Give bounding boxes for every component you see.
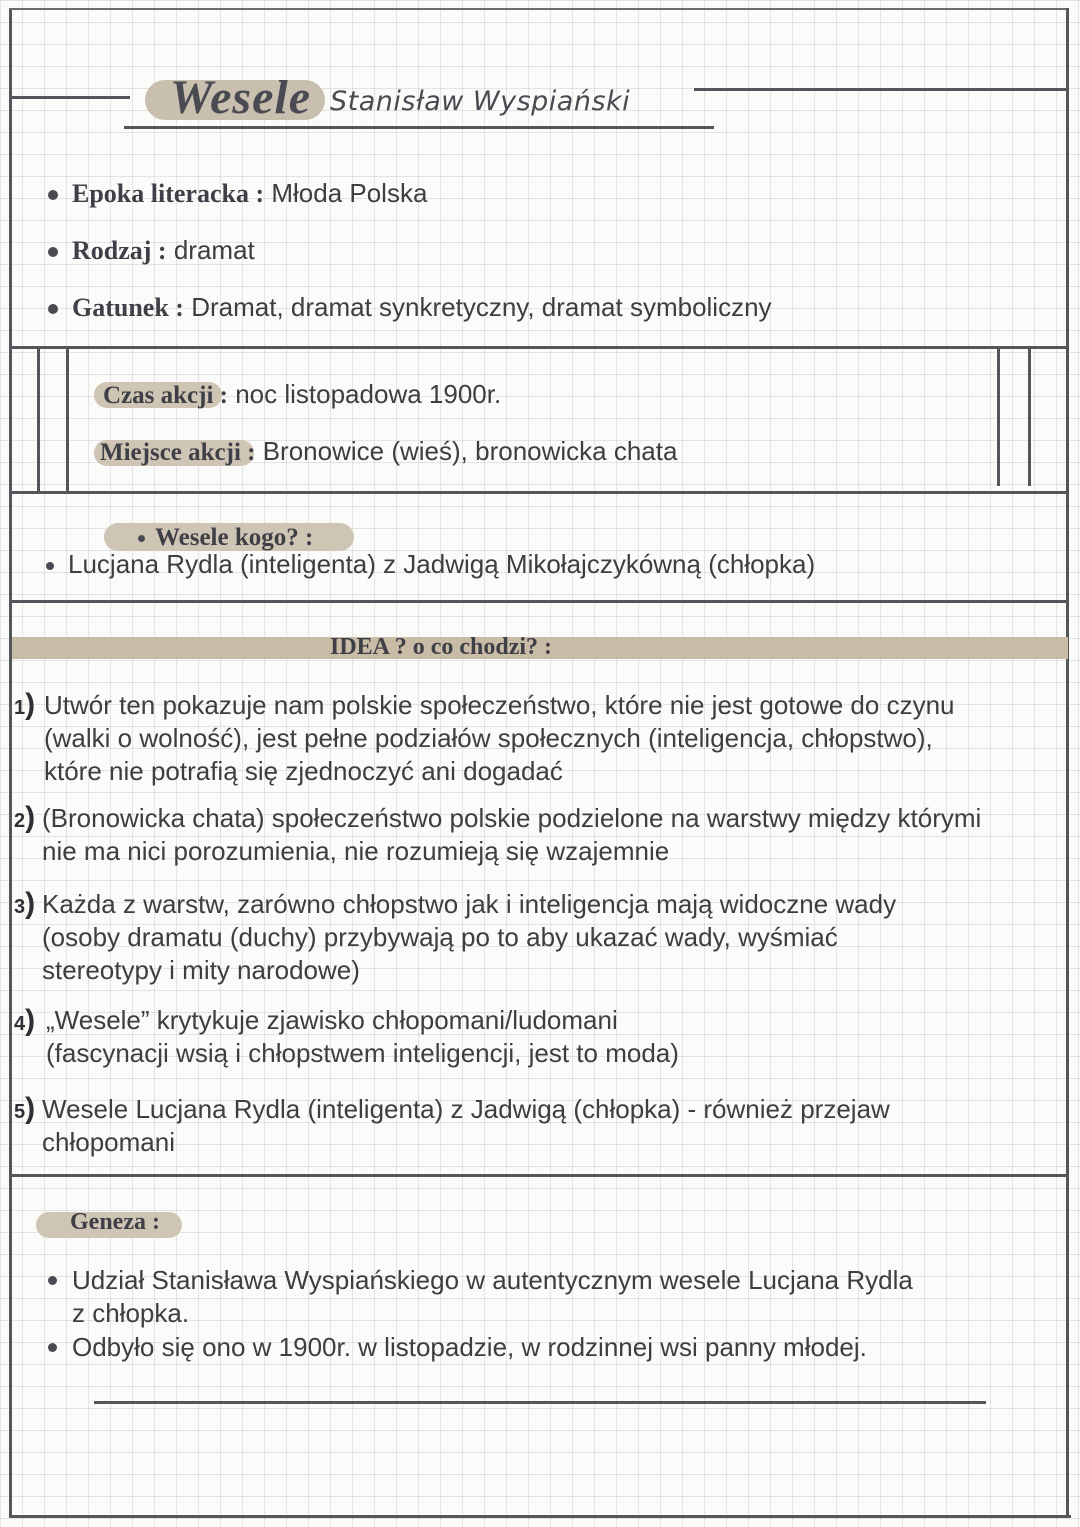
wedding-value: Lucjana Rydla (inteligenta) z Jadwigą Mikołajczykówną (chłopka) bbox=[68, 549, 816, 579]
item-5-marker: 5) bbox=[14, 1092, 36, 1125]
idea-item-line: (Bronowicka chata) społeczeństwo polskie podzielone na warstwy między którymi bbox=[42, 803, 982, 833]
genesis-label: Geneza : bbox=[70, 1209, 160, 1235]
time-label: Czas akcji : bbox=[103, 382, 228, 409]
item-2-marker: 2) bbox=[14, 801, 36, 834]
bullet-icon bbox=[46, 562, 54, 570]
bullet-icon bbox=[48, 1276, 57, 1285]
info-row-kind bbox=[48, 235, 255, 266]
genesis-line: z chłopka. bbox=[72, 1298, 190, 1328]
frame-right-line bbox=[1066, 8, 1069, 1518]
item-4-marker: 4) bbox=[14, 1004, 36, 1037]
setting-right-rule-1 bbox=[997, 346, 1000, 486]
author-name: Stanisław Wyspiański bbox=[330, 86, 631, 117]
place-value: Bronowice (wieś), bronowicka chata bbox=[262, 436, 678, 466]
idea-item-4 bbox=[46, 1004, 679, 1070]
idea-item-line: (walki o wolność), jest pełne podziałów społecznych (inteligencja, chłopstwo), bbox=[44, 723, 933, 753]
setting-left-rule-2 bbox=[66, 346, 69, 492]
wedding-bottom-rule bbox=[12, 600, 1068, 603]
idea-item-line: Każda z warstw, zarówno chłopstwo jak i inteligencja mają widoczne wady bbox=[42, 889, 897, 919]
setting-top-rule bbox=[12, 346, 1068, 349]
idea-item-line: stereotypy i mity narodowe) bbox=[42, 955, 360, 985]
info-row-genre bbox=[48, 292, 772, 323]
frame-bottom-line bbox=[9, 1515, 1071, 1518]
idea-item-line: (fascynacji wsią i chłopstwem inteligencji, jest to moda) bbox=[46, 1038, 679, 1068]
setting-time bbox=[103, 379, 501, 410]
idea-item-line: (osoby dramatu (duchy) przybywają po to aby ukazać wady, wyśmiać bbox=[42, 922, 838, 952]
bullet-icon bbox=[48, 1343, 57, 1352]
idea-item-line: chłopomani bbox=[42, 1127, 175, 1157]
title-left-rule bbox=[12, 96, 130, 99]
info-value: Młoda Polska bbox=[271, 178, 428, 208]
wedding-heading bbox=[138, 521, 313, 552]
work-title: Wesele bbox=[170, 71, 312, 124]
bullet-icon bbox=[48, 190, 58, 200]
title-underline bbox=[124, 126, 714, 129]
frame-left-line bbox=[9, 10, 12, 1518]
idea-item-2 bbox=[42, 802, 981, 868]
info-row-epoch bbox=[48, 178, 427, 209]
wedding-label: Wesele kogo? : bbox=[155, 524, 314, 551]
genesis-bullet-2 bbox=[48, 1331, 867, 1364]
genesis-line: Odbyło się ono w 1900r. w listopadzie, w rodzinnej wsi panny młodej. bbox=[72, 1332, 867, 1362]
setting-place bbox=[100, 436, 677, 467]
idea-item-line: nie ma nici porozumienia, nie rozumieją się wzajemnie bbox=[42, 836, 670, 866]
idea-heading: IDEA ? o co chodzi? : bbox=[330, 634, 552, 660]
wedding-row bbox=[46, 549, 815, 580]
item-3-marker: 3) bbox=[14, 887, 36, 920]
info-value: dramat bbox=[173, 235, 255, 265]
genesis-line: Udział Stanisława Wyspiańskiego w autentycznym wesele Lucjana Rydla bbox=[72, 1265, 913, 1295]
info-label: Rodzaj : bbox=[72, 236, 167, 265]
setting-left-rule-1 bbox=[37, 346, 40, 492]
frame-top-line bbox=[9, 8, 1069, 10]
time-value: noc listopadowa 1900r. bbox=[235, 379, 502, 409]
bullet-icon bbox=[48, 247, 58, 257]
idea-item-5 bbox=[42, 1093, 890, 1159]
setting-bottom-rule bbox=[12, 491, 1068, 494]
idea-item-1 bbox=[44, 689, 954, 788]
idea-item-line: które nie potrafią się zjednoczyć ani dogadać bbox=[44, 756, 563, 786]
place-label: Miejsce akcji : bbox=[100, 439, 256, 466]
genesis-bullet-1 bbox=[48, 1264, 913, 1330]
idea-item-3 bbox=[42, 888, 896, 987]
bullet-icon bbox=[48, 304, 58, 314]
info-label: Epoka literacka : bbox=[72, 179, 265, 208]
genesis-bottom-rule bbox=[94, 1401, 986, 1404]
item-1-marker: 1) bbox=[14, 688, 36, 721]
info-value: Dramat, dramat synkretyczny, dramat symboliczny bbox=[191, 292, 772, 322]
idea-item-line: Utwór ten pokazuje nam polskie społeczeństwo, które nie jest gotowe do czynu bbox=[44, 690, 955, 720]
title-right-rule bbox=[694, 88, 1068, 91]
idea-bottom-rule bbox=[12, 1174, 1068, 1177]
bullet-icon bbox=[138, 535, 145, 542]
setting-right-rule-2 bbox=[1028, 346, 1031, 486]
idea-item-line: „Wesele” krytykuje zjawisko chłopomani/ludomani bbox=[46, 1005, 618, 1035]
idea-item-line: Wesele Lucjana Rydla (inteligenta) z Jadwigą (chłopka) - również przejaw bbox=[42, 1094, 890, 1124]
info-label: Gatunek : bbox=[72, 293, 184, 322]
